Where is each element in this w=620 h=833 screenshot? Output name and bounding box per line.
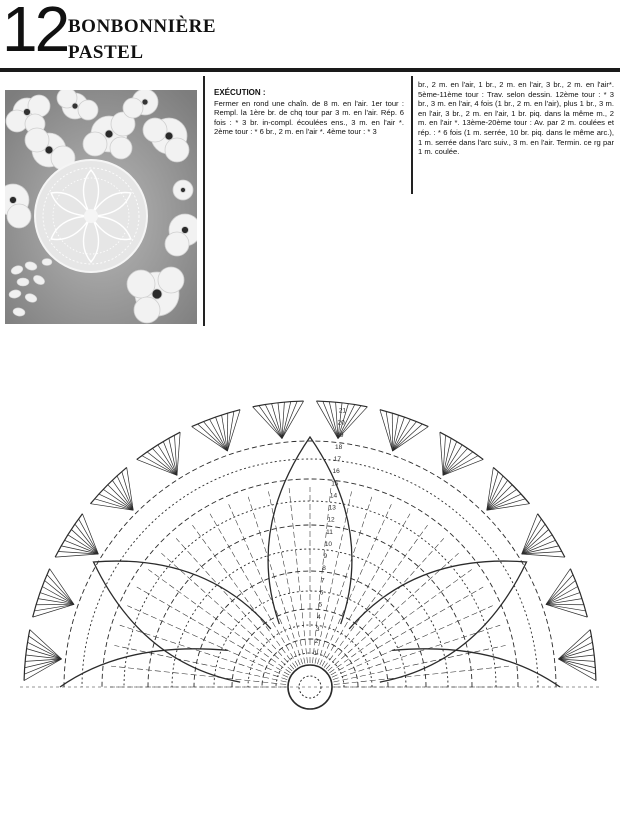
chart-stitch-column: [127, 606, 288, 678]
chart-round-label: 3: [315, 625, 320, 633]
chart-scallop-fan: [33, 569, 74, 617]
chart-round-label: 10: [324, 540, 333, 548]
chart-round-label: 8: [322, 565, 326, 573]
header-rule: [0, 68, 620, 72]
chart-round-label: 13: [328, 504, 336, 512]
chart-round-label: 12: [327, 516, 335, 524]
chart-round-label: 1: [313, 650, 317, 658]
chart-round-label: 17: [333, 456, 341, 464]
chart-scallop-fan: [24, 630, 61, 681]
instructions-column-1: [214, 88, 404, 137]
chart-scallop-fan: [546, 569, 587, 617]
pattern-title-line-1: BONBONNIÈRE: [68, 16, 217, 37]
chart-round-label: 9: [323, 553, 328, 561]
chart-stitch-column: [332, 606, 493, 678]
chart-stitch-column: [176, 538, 294, 669]
doily-photo: [5, 90, 197, 324]
chart-stitch-column: [313, 488, 331, 663]
chart-scallop-fan: [137, 432, 180, 475]
chart-stitch-column: [210, 514, 298, 666]
chart-round-label: 6: [319, 589, 324, 597]
chart-round-label: 20: [337, 419, 345, 427]
chart-round-label: 14: [329, 492, 338, 500]
chart-scallop-fan: [55, 514, 98, 557]
chart-round-label: 11: [326, 528, 333, 536]
chart-round-label: 7: [320, 577, 325, 585]
chart-edge-outline: [60, 649, 228, 687]
chart-round-label: 18: [335, 443, 343, 451]
chart-scallop-fan: [253, 401, 304, 438]
chart-stitch-column: [319, 514, 410, 666]
chart-scallop-fan: [380, 410, 428, 451]
instructions-text-1: Fermer en rond une chaîn. de 8 m. en l'air. 1er tour : Rempl. la 1ère br. de chq tour par 3 m. en l'air. Rép. 6 fois : * 3 br. in-compl. écoulées ens., 3 m. en l'air *. 2ème tour : * 6 br., 2 m. en l'air *. 4ème tour : * 3: [214, 98, 404, 137]
chart-stitch-column: [137, 587, 289, 675]
crochet-chart: [0, 395, 620, 740]
chart-stitch-column: [161, 553, 292, 671]
instructions-column-2: [418, 80, 614, 157]
chart-edge-outline: [392, 649, 560, 687]
chart-stitch-column: [111, 666, 286, 684]
pattern-number: 12: [2, 0, 68, 65]
chart-stitch-column: [229, 504, 301, 665]
chart-pineapple-outline: [349, 561, 526, 682]
chart-stitch-column: [328, 553, 459, 671]
chart-round-label: 4: [317, 613, 321, 621]
column-divider: [411, 76, 413, 194]
chart-scallop-fan: [558, 630, 595, 681]
chart-scallop-fan: [487, 467, 530, 510]
chart-scallop-fan: [440, 432, 483, 475]
page-header: [0, 0, 620, 70]
chart-stitch-column: [289, 488, 307, 663]
chart-round-label: 19: [336, 431, 344, 439]
chart-scallop-fan: [90, 467, 133, 510]
crochet-chart-drawing: [0, 395, 620, 740]
instructions-heading: EXÉCUTION :: [214, 88, 266, 97]
chart-round-label: 5: [318, 601, 323, 609]
chart-stitch-column: [323, 538, 444, 669]
chart-pineapple-outline: [93, 561, 270, 682]
chart-round-label: 21: [338, 407, 347, 415]
chart-scallop-fan: [192, 410, 240, 451]
doily-photo-image: [5, 90, 197, 324]
chart-round: [102, 479, 518, 687]
chart-stitch-column: [334, 666, 509, 684]
pattern-title-line-2: PASTEL: [68, 42, 144, 63]
chart-stitch-column: [331, 587, 483, 675]
chart-round-label: 16: [332, 468, 340, 476]
chart-round-label: 15: [331, 480, 339, 488]
chart-round-label: 2: [314, 638, 319, 646]
chart-scallop-fan: [522, 514, 565, 557]
photo-divider: [203, 76, 205, 326]
instructions-text-2: br., 2 m. en l'air, 1 br., 2 m. en l'air, 3 br., 2 m. en l'air*. 5ème-11ème tour : Trav. selon dessin. 12ème tour : * 3 br., 3 m. en l'air, 4 fois (1 br., 2 m. en l'air), plus 1 br., 3 m. en l'air, 3 br., 2 m. en l'air, 1 br. piq. dans la même m., 2 m. en l'air *. 13ème-20ème tour : Av. par 2 m. coulées et rép. : * 6 fois (1 m. serrée, 10 br. piq. dans le même arc.), 1 m. serrée dans l'arc suiv., 3 m. en l'air. Termin. ce rg par 1 m. coulée.: [418, 80, 614, 157]
